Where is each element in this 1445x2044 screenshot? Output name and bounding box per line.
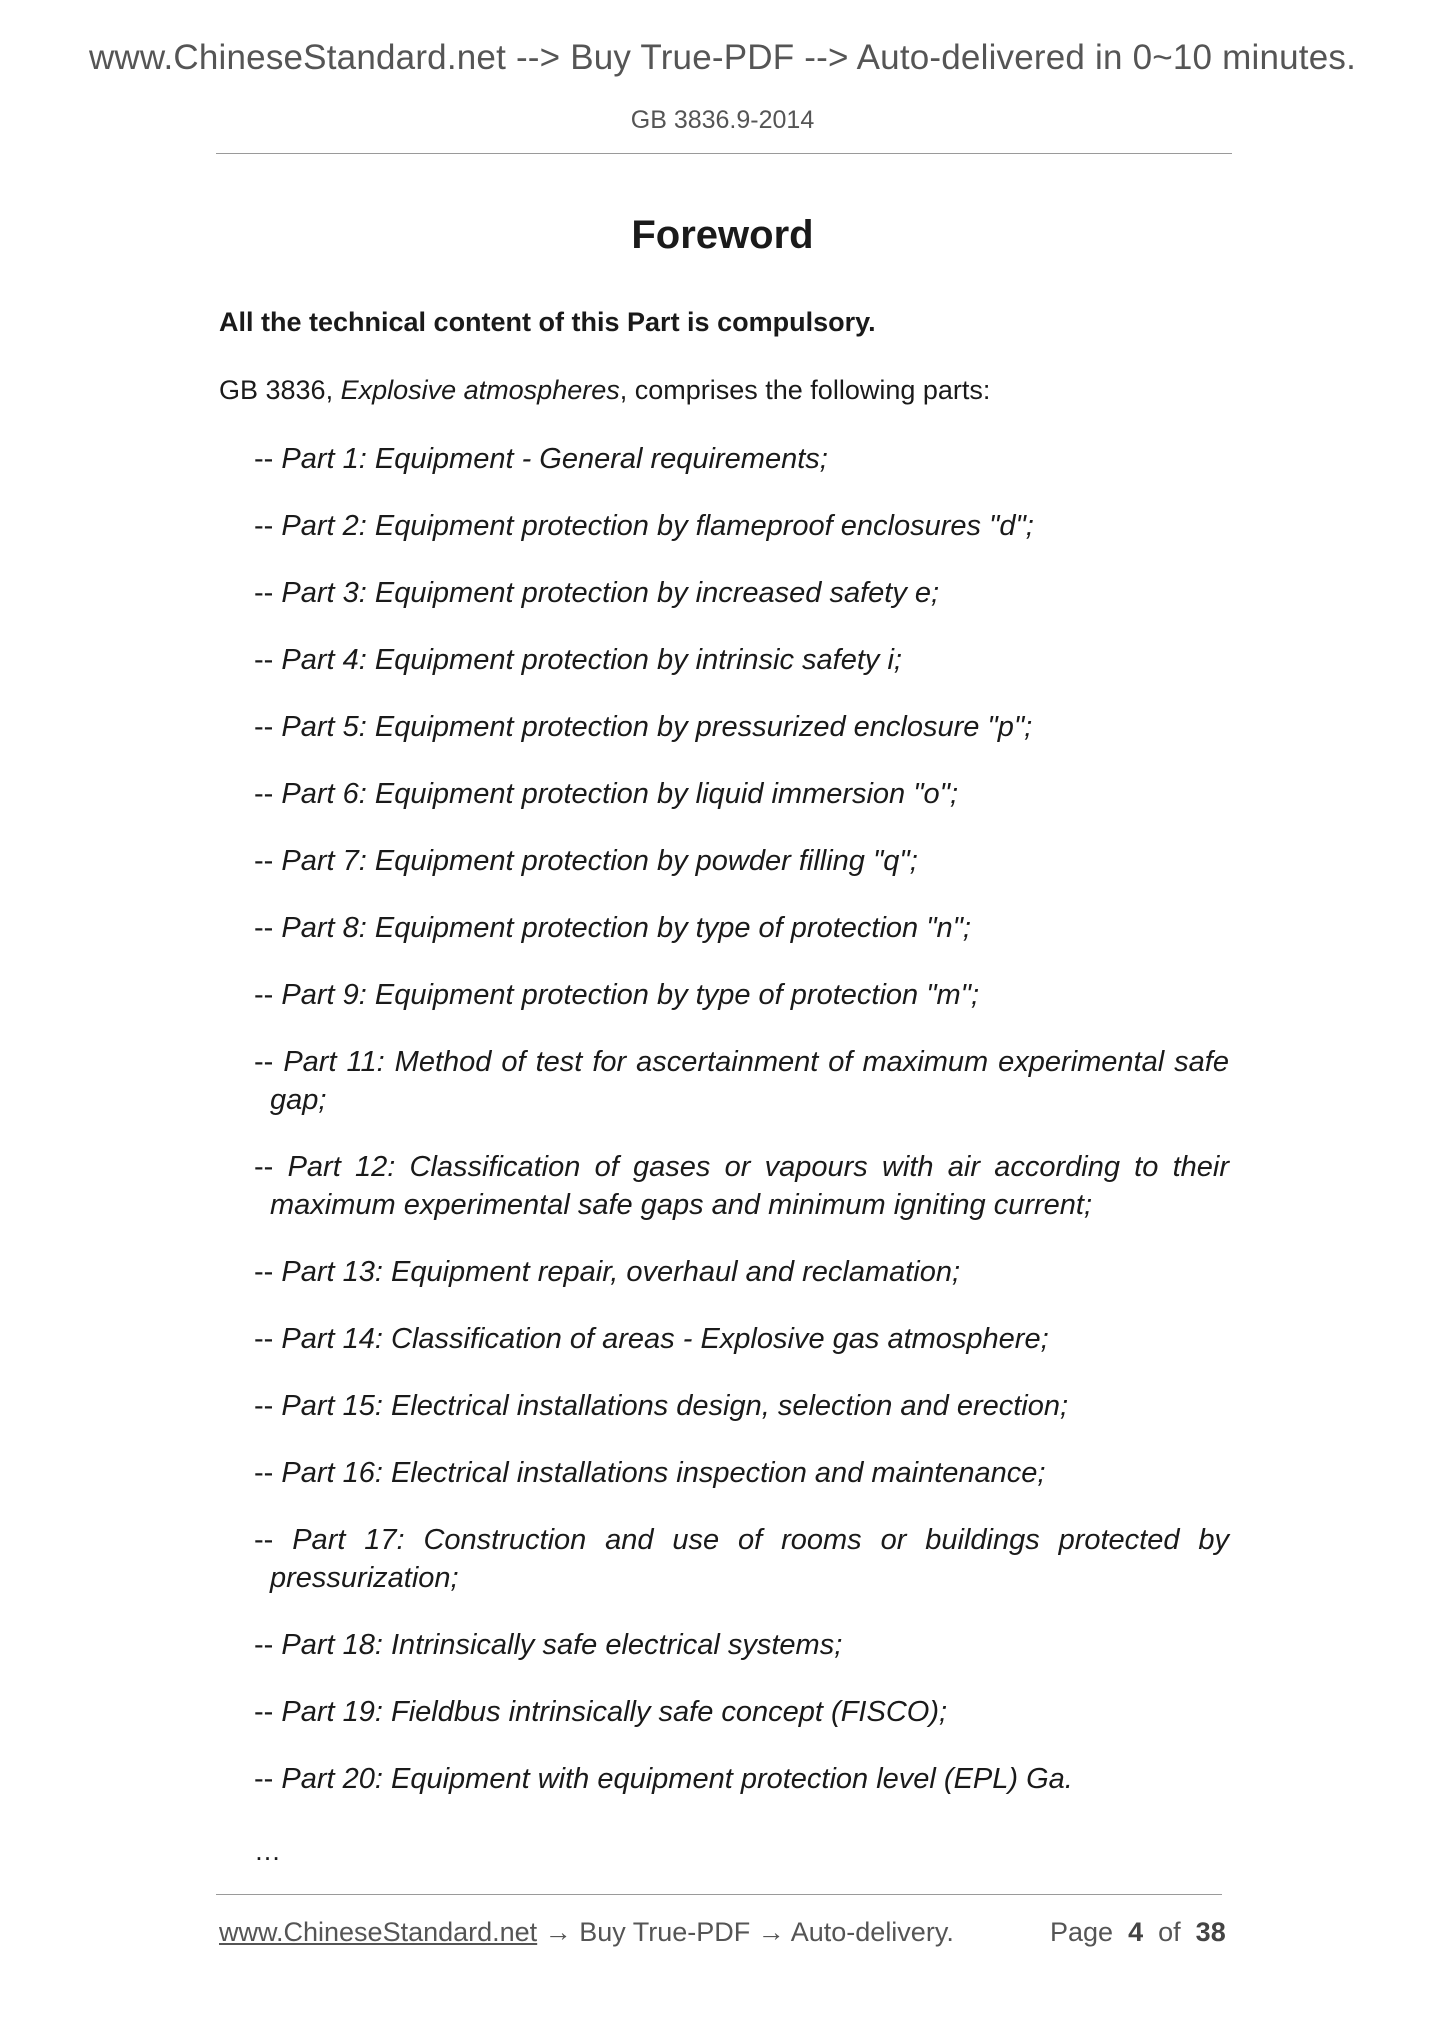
part-text: Part 13: Equipment repair, overhaul and reclamation; — [281, 1256, 961, 1288]
part-text: Part 11: Method of test for ascertainment of maximum experimental safe gap; — [270, 1046, 1229, 1116]
footer-tagline: → Buy True-PDF → Auto-delivery. — [537, 1917, 954, 1947]
part-list-item — [254, 1626, 1229, 1664]
page-title: Foreword — [631, 213, 814, 257]
list-dash: -- — [254, 1696, 274, 1728]
intro-suffix: , comprises the following parts: — [619, 375, 991, 405]
part-list-item — [254, 909, 1229, 947]
footer-text — [219, 1917, 954, 1948]
page-label: Page — [1050, 1917, 1114, 1947]
part-text: Part 12: Classification of gases or vapours with air according to their maximum experimental safe gaps and minimum igniting current; — [270, 1151, 1230, 1221]
list-dash: -- — [254, 1457, 274, 1489]
page-of: of — [1158, 1917, 1181, 1947]
part-list-item — [254, 440, 1229, 478]
part-text: Part 3: Equipment protection by increased safety e; — [281, 577, 940, 609]
part-text: Part 20: Equipment with equipment protection level (EPL) Ga. — [281, 1763, 1073, 1795]
part-list-item — [254, 1521, 1229, 1597]
part-text: Part 16: Electrical installations inspection and maintenance; — [281, 1457, 1046, 1489]
part-text: Part 18: Intrinsically safe electrical systems; — [281, 1629, 843, 1661]
page-total: 38 — [1195, 1917, 1226, 1947]
part-list-item — [254, 976, 1229, 1014]
part-text: Part 4: Equipment protection by intrinsic safety i; — [281, 644, 902, 676]
standard-id-header: GB 3836.9-2014 — [630, 106, 815, 134]
list-dash: -- — [254, 577, 274, 609]
list-dash: -- — [254, 1390, 274, 1422]
part-list-item — [254, 1760, 1229, 1798]
list-ellipsis: … — [254, 1836, 281, 1866]
compulsory-statement: All the technical content of this Part is compulsory. — [219, 307, 876, 337]
part-list-item — [254, 708, 1229, 746]
parts-list — [254, 440, 1229, 1827]
footer-divider — [216, 1894, 1222, 1895]
part-list-item — [254, 1148, 1229, 1224]
list-dash: -- — [254, 510, 274, 542]
top-banner[interactable]: www.ChineseStandard.net --> Buy True-PDF --> Auto-delivered in 0~10 minutes. — [88, 38, 1357, 77]
list-dash: -- — [254, 1046, 274, 1078]
part-text: Part 8: Equipment protection by type of protection "n"; — [281, 912, 971, 944]
list-dash: -- — [254, 443, 274, 475]
part-list-item — [254, 1043, 1229, 1119]
part-text: Part 19: Fieldbus intrinsically safe concept (FISCO); — [281, 1696, 948, 1728]
part-text: Part 6: Equipment protection by liquid immersion "o"; — [281, 778, 959, 810]
series-title: Explosive atmospheres — [340, 375, 620, 405]
part-text: Part 9: Equipment protection by type of protection "m"; — [281, 979, 980, 1011]
list-dash: -- — [254, 912, 274, 944]
part-list-item — [254, 1253, 1229, 1291]
list-dash: -- — [254, 979, 274, 1011]
page-number — [1050, 1917, 1226, 1948]
list-dash: -- — [254, 1151, 274, 1183]
part-list-item — [254, 1320, 1229, 1358]
intro-paragraph — [219, 375, 990, 406]
part-list-item — [254, 507, 1229, 545]
part-list-item — [254, 775, 1229, 813]
header-divider — [216, 153, 1232, 154]
part-list-item — [254, 574, 1229, 612]
part-text: Part 2: Equipment protection by flameproof enclosures "d"; — [281, 510, 1034, 542]
part-text: Part 1: Equipment - General requirements; — [281, 443, 828, 475]
list-dash: -- — [254, 1763, 274, 1795]
part-text: Part 14: Classification of areas - Explosive gas atmosphere; — [281, 1323, 1049, 1355]
part-list-item — [254, 842, 1229, 880]
part-text: Part 5: Equipment protection by pressurized enclosure "p"; — [281, 711, 1033, 743]
part-list-item — [254, 1454, 1229, 1492]
part-text: Part 7: Equipment protection by powder filling "q"; — [281, 845, 918, 877]
part-list-item — [254, 1387, 1229, 1425]
list-dash: -- — [254, 1629, 274, 1661]
part-list-item — [254, 641, 1229, 679]
list-dash: -- — [254, 778, 274, 810]
part-list-item — [254, 1693, 1229, 1731]
list-dash: -- — [254, 711, 274, 743]
footer-site-link[interactable]: www.ChineseStandard.net — [219, 1917, 538, 1947]
list-dash: -- — [254, 845, 274, 877]
list-dash: -- — [254, 1323, 274, 1355]
page-current: 4 — [1128, 1917, 1144, 1947]
list-dash: -- — [254, 644, 274, 676]
intro-prefix: GB 3836, — [219, 375, 341, 405]
part-text: Part 15: Electrical installations design, selection and erection; — [281, 1390, 1069, 1422]
list-dash: -- — [254, 1524, 274, 1556]
part-text: Part 17: Construction and use of rooms or buildings protected by pressurization; — [270, 1524, 1229, 1594]
list-dash: -- — [254, 1256, 274, 1288]
